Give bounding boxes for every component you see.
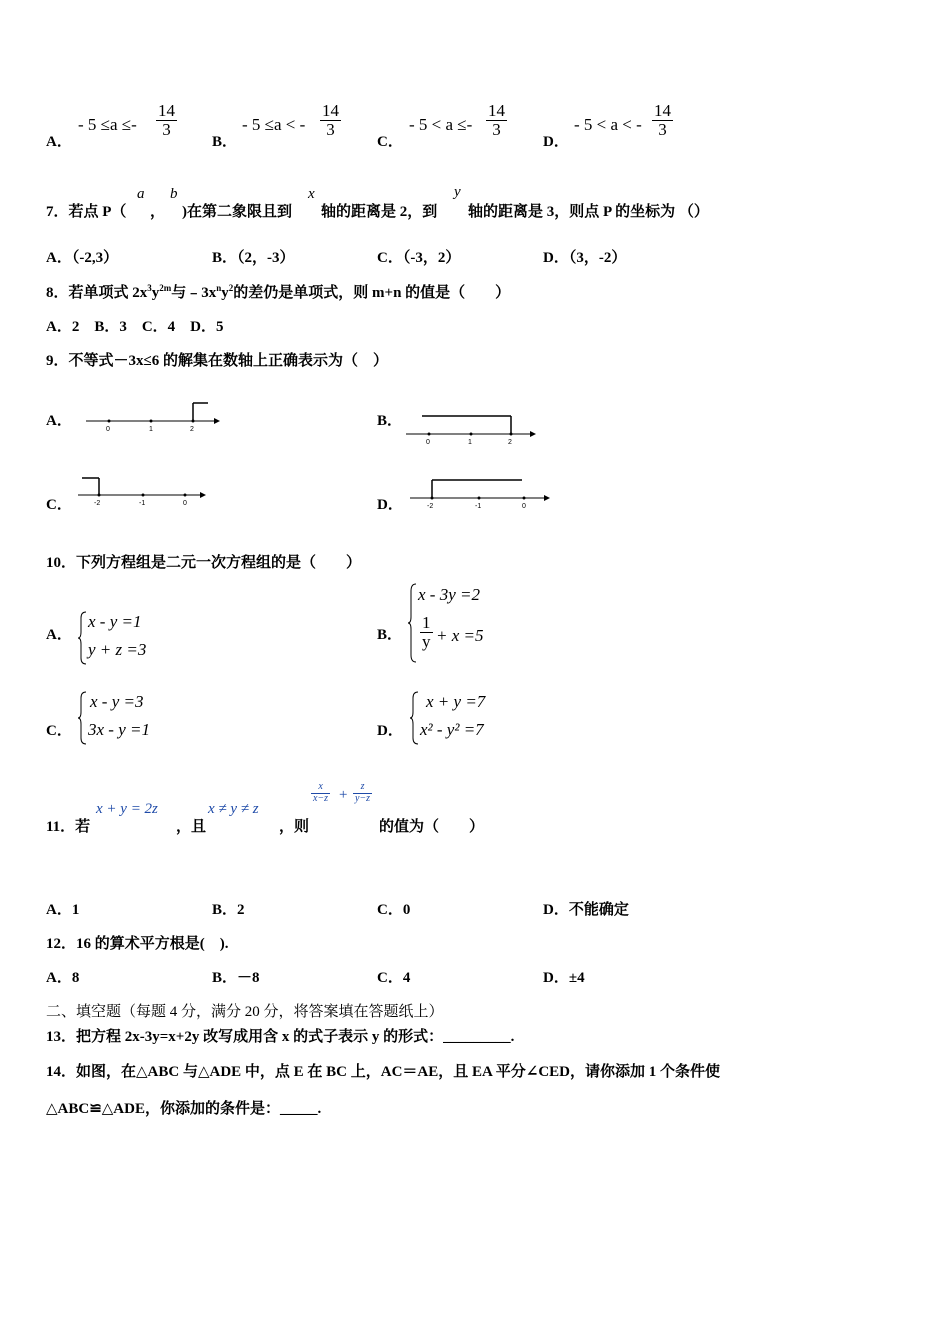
q9-a-tick-2: 2 [190,426,194,433]
q10-b-brace-icon [408,582,418,664]
q7-text-3: 轴的距离是 2，到 [321,204,438,220]
q10-b-eq1: x - 3y =2 [418,585,480,604]
question-13: 13．把方程 2x-3y=x+2y 改写成用含 x 的式子表示 y 的形式：_________. [46,1029,515,1045]
q11-plus: + [339,787,348,803]
q6-option-c-letter: C． [377,134,403,150]
q6-option-a-letter: A． [46,134,72,150]
q9-numberline-d [404,474,556,512]
q9-stem: 9．不等式－3x≤6 的解集在数轴上正确表示为（ ） [46,353,388,369]
q9-numberline-b [400,410,540,446]
q10-b-eq2: + x =5 [436,626,484,645]
q9-numberline-c [72,473,212,509]
q10-b-fraction: $\frac{1}{y}$ [422,613,431,651]
q7-option-a: A．（-2,3） [46,250,119,266]
q6-option-a-fraction: $\frac{14}{3}$ [158,101,175,139]
q14-line-2: △ABC≌△ADE，你添加的条件是：_____. [46,1101,322,1117]
q10-c-eq2: 3x - y =1 [88,720,150,739]
q8-options: A．2 B．3 C．4 D．5 [46,319,224,335]
q7-var-y: y [454,184,461,200]
q7-var-b: b [170,186,178,202]
q6-option-d-lhs: - 5 < a < - [574,115,642,134]
q9-b-tick-0: 0 [426,439,430,446]
q10-d-eq1: x + y =7 [426,692,486,711]
q6-option-d-fraction: $\frac{14}{3}$ [654,101,671,139]
q9-d-tick-1: -1 [475,503,482,510]
q9-c-tick-0: -2 [94,500,101,507]
q10-c-brace-icon [78,690,88,746]
q10-c-eq1: x - y =3 [90,692,144,711]
q10-a-brace-icon [78,610,88,666]
q11-option-b: B．2 [212,902,245,918]
q8-stem: 8．若单项式 $2x^3y^{2m}$与$﹣3x^ny^2$的差仍是单项式，则 m+n 的值是（ ） [46,283,511,301]
q10-d-eq2: x² - y² =7 [420,720,484,739]
q6-option-a-lhs: - 5 ≤a ≤- [78,115,137,134]
q9-a-tick-1: 1 [149,426,153,433]
q6-option-c-fraction: $\frac{14}{3}$ [488,101,505,139]
q12-option-c: C．4 [377,970,411,986]
q7-text-2: )在第二象限且到 [182,204,292,220]
q9-d-tick-2: 0 [522,503,526,510]
q10-stem: 10．下列方程组是二元一次方程组的是（ ） [46,555,362,571]
q11-option-a: A．1 [46,902,80,918]
q12-stem: 12．16 的算术平方根是( ). [46,936,229,952]
q10-a-eq2: y + z =3 [88,640,147,659]
q9-b-tick-2: 2 [508,439,512,446]
q6-option-b-letter: B． [212,134,238,150]
q11-eq2: x ≠ y ≠ z [208,801,259,817]
q10-label-b: B． [377,627,403,643]
q7-option-b: B．（2，-3） [212,250,295,266]
q11-text-2: ，且 [176,819,207,835]
q12-option-a: A．8 [46,970,80,986]
q11-option-c: C．0 [377,902,411,918]
q6-option-c-lhs: - 5 < a ≤- [409,115,473,134]
q11-eq1: x + y = 2z [96,801,158,817]
q9-label-c: C． [46,497,72,513]
q7-text-4: 轴的距离是 3，则点 P 的坐标为 （） [468,204,709,220]
q9-label-d: D． [377,497,403,513]
section-2-heading: 二、填空题（每题 4 分，满分 20 分，将答案填在答题纸上） [46,1004,444,1020]
q6-option-b-fraction: $\frac{14}{3}$ [322,101,339,139]
q10-system-c [78,690,178,746]
q11-fraction-1: $\frac{x}{x-z}$ [313,781,329,804]
q9-label-a: A． [46,413,72,429]
q9-numberline-a [80,398,225,434]
q6-option-b-lhs: - 5 ≤a < - [242,115,306,134]
q10-system-d [410,690,520,746]
q7-text-1: 7．若点 P（ [46,204,127,220]
q10-label-d: D． [377,723,403,739]
q7-var-a: a [137,186,145,202]
q10-label-a: A． [46,627,72,643]
q7-var-x: x [308,186,315,202]
q9-a-tick-0: 0 [106,426,110,433]
q7-option-d: D．（3，-2） [543,250,627,266]
q10-system-a [78,610,178,666]
q9-b-tick-1: 1 [468,439,472,446]
q7-option-c: C．（-3，2） [377,250,461,266]
q9-c-tick-1: -1 [139,500,146,507]
q12-option-d: D．±4 [543,970,585,986]
q10-label-c: C． [46,723,72,739]
q11-option-d: D．不能确定 [543,902,629,918]
q7-comma: ， [150,204,166,220]
q11-text-3: ，则 [279,819,310,835]
q12-option-b: B．－8 [212,970,260,986]
q10-a-eq1: x - y =1 [88,612,142,631]
q14-line-1: 14．如图，在△ABC 与△ADE 中，点 E 在 BC 上，AC＝AE，且 EA 平分∠CED，请你添加 1 个条件使 [46,1064,721,1080]
q11-text-1: 11．若 [46,819,91,835]
q9-c-tick-2: 0 [183,500,187,507]
q9-label-b: B． [377,413,403,429]
q10-system-b [408,582,518,664]
q11-text-4: 的值为（ ） [379,819,485,835]
q9-d-tick-0: -2 [427,503,434,510]
q6-option-d-letter: D． [543,134,569,150]
q11-fraction-2: $\frac{z}{y-z}$ [355,781,371,804]
q10-d-brace-icon [410,690,420,746]
